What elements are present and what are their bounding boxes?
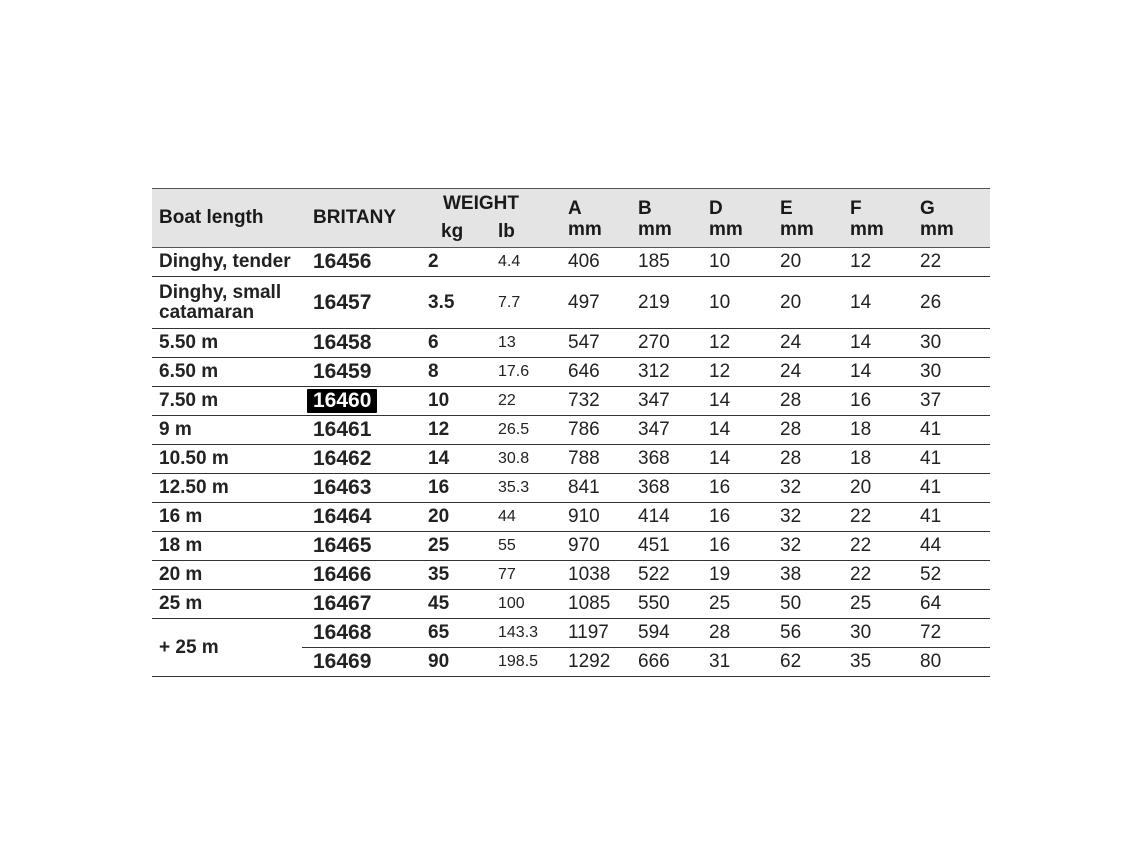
- cell-g: 44: [920, 535, 942, 556]
- cell-kg: 25: [428, 535, 450, 556]
- cell-e: 20: [780, 291, 802, 313]
- cell-g: 37: [920, 390, 942, 411]
- cell-boat-length: 12.50 m: [159, 477, 229, 498]
- cell-a: 1038: [568, 564, 611, 585]
- cell-d: 16: [709, 535, 731, 556]
- cell-boat-length: 10.50 m: [159, 448, 229, 469]
- cell-lb: 22: [498, 392, 516, 409]
- cell-lb: 100: [498, 595, 525, 612]
- table-row: [152, 416, 990, 445]
- cell-ref: 16459: [313, 360, 372, 383]
- cell-b: 219: [638, 291, 670, 313]
- cell-kg: 14: [428, 448, 450, 469]
- cell-kg: 10: [428, 390, 450, 411]
- cell-f: 20: [850, 477, 872, 498]
- cell-boat-length: 20 m: [159, 564, 203, 585]
- cell-lb: 17.6: [498, 363, 530, 380]
- header-britany: BRITANY: [313, 207, 397, 228]
- cell-b: 185: [638, 251, 670, 272]
- cell-a: 732: [568, 390, 600, 411]
- cell-g: 72: [920, 622, 942, 643]
- table-row: [152, 248, 990, 277]
- cell-g: 22: [920, 251, 942, 272]
- header-col-g-unit: mm: [920, 219, 954, 240]
- cell-lb: 198.5: [498, 653, 539, 670]
- table-row: [152, 503, 990, 532]
- cell-boat-length: 5.50 m: [159, 332, 219, 353]
- cell-g: 41: [920, 419, 942, 440]
- cell-boat-length: + 25 m: [159, 636, 219, 658]
- table-row: [152, 474, 990, 503]
- cell-g: 52: [920, 564, 942, 585]
- cell-lb: 26.5: [498, 421, 530, 438]
- cell-f: 22: [850, 535, 872, 556]
- cell-boat-length: Dinghy, tender: [159, 251, 291, 272]
- cell-ref-highlighted: [313, 387, 377, 415]
- cell-e: 62: [780, 651, 802, 672]
- cell-e: 56: [780, 622, 802, 643]
- cell-b: 270: [638, 332, 670, 353]
- cell-ref: 16456: [313, 250, 372, 273]
- cell-kg: 16: [428, 477, 450, 498]
- cell-f: 35: [850, 651, 872, 672]
- cell-b: 368: [638, 477, 670, 498]
- cell-e: 38: [780, 564, 802, 585]
- cell-d: 14: [709, 390, 731, 411]
- cell-f: 14: [850, 332, 872, 353]
- table-row: [302, 648, 990, 676]
- cell-b: 451: [638, 535, 670, 556]
- cell-b: 414: [638, 506, 670, 527]
- cell-g: 26: [920, 291, 942, 313]
- header-col-a-unit: mm: [568, 219, 602, 240]
- cell-a: 1197: [568, 622, 609, 643]
- cell-g: 64: [920, 593, 942, 614]
- cell-e: 24: [780, 361, 802, 382]
- header-col-b-unit: mm: [638, 219, 672, 240]
- cell-lb: 44: [498, 508, 516, 525]
- header-col-d-unit: mm: [709, 219, 743, 240]
- cell-d: 12: [709, 332, 731, 353]
- cell-ref: 16462: [313, 447, 372, 470]
- header-boat-length: Boat length: [159, 207, 264, 228]
- cell-ref: 16469: [313, 650, 372, 673]
- cell-e: 24: [780, 332, 802, 353]
- cell-kg: 20: [428, 506, 450, 527]
- cell-d: 16: [709, 506, 731, 527]
- cell-a: 788: [568, 448, 600, 469]
- cell-kg: 12: [428, 419, 450, 440]
- anchor-spec-table: [152, 188, 990, 677]
- cell-g: 41: [920, 506, 942, 527]
- cell-a: 497: [568, 291, 600, 313]
- cell-e: 28: [780, 390, 802, 411]
- cell-kg: 35: [428, 564, 450, 585]
- cell-boat-length: 9 m: [159, 419, 192, 440]
- cell-e: 50: [780, 593, 802, 614]
- cell-f: 30: [850, 622, 872, 643]
- cell-a: 910: [568, 506, 600, 527]
- cell-g: 80: [920, 651, 942, 672]
- cell-a: 406: [568, 251, 600, 272]
- cell-boat-length: 18 m: [159, 535, 203, 556]
- cell-ref: 16466: [313, 563, 372, 586]
- header-col-b-letter: B: [638, 198, 652, 219]
- cell-kg: 90: [428, 651, 450, 672]
- cell-lb: 35.3: [498, 479, 530, 496]
- cell-boat-length-line2: catamaran: [159, 301, 255, 323]
- cell-lb: 55: [498, 537, 516, 554]
- table-header: [152, 188, 990, 248]
- cell-f: 25: [850, 593, 872, 614]
- cell-ref: 16457: [313, 290, 372, 314]
- cell-a: 970: [568, 535, 600, 556]
- cell-e: 28: [780, 419, 802, 440]
- cell-boat-length: [159, 277, 281, 328]
- table-row: [152, 329, 990, 358]
- cell-f: 18: [850, 448, 872, 469]
- cell-ref: 16458: [313, 331, 372, 354]
- cell-lb: 143.3: [498, 624, 539, 641]
- cell-b: 666: [638, 651, 670, 672]
- header-lb: lb: [498, 221, 515, 242]
- cell-kg: 45: [428, 593, 450, 614]
- table-row: [152, 561, 990, 590]
- table-row: [152, 358, 990, 387]
- cell-b: 522: [638, 564, 670, 585]
- cell-b: 347: [638, 390, 670, 411]
- header-col-e-letter: E: [780, 198, 793, 219]
- table-row: [152, 532, 990, 561]
- cell-ref: 16464: [313, 505, 372, 528]
- cell-kg: 3.5: [428, 291, 455, 313]
- table-row: [152, 445, 990, 474]
- cell-f: 16: [850, 390, 872, 411]
- cell-b: 594: [638, 622, 670, 643]
- cell-f: 14: [850, 361, 872, 382]
- cell-lb: 13: [498, 334, 516, 351]
- header-col-d-letter: D: [709, 198, 723, 219]
- cell-e: 32: [780, 535, 802, 556]
- cell-d: 16: [709, 477, 731, 498]
- cell-boat-length: 7.50 m: [159, 390, 219, 411]
- cell-b: 347: [638, 419, 670, 440]
- cell-a: 547: [568, 332, 600, 353]
- cell-f: 18: [850, 419, 872, 440]
- cell-e: 32: [780, 477, 802, 498]
- cell-a: 1292: [568, 651, 611, 672]
- cell-boat-length: 6.50 m: [159, 361, 219, 382]
- cell-d: 10: [709, 291, 731, 313]
- cell-d: 14: [709, 419, 731, 440]
- cell-e: 32: [780, 506, 802, 527]
- cell-ref: 16461: [313, 418, 372, 441]
- cell-f: 22: [850, 506, 872, 527]
- header-col-g-letter: G: [920, 198, 935, 219]
- cell-a: 786: [568, 419, 600, 440]
- cell-ref: 16468: [313, 621, 372, 644]
- cell-e: 28: [780, 448, 802, 469]
- cell-kg: 65: [428, 622, 450, 643]
- cell-g: 30: [920, 361, 942, 382]
- cell-d: 12: [709, 361, 731, 382]
- cell-d: 14: [709, 448, 731, 469]
- cell-f: 22: [850, 564, 872, 585]
- cell-d: 28: [709, 622, 731, 643]
- cell-g: 30: [920, 332, 942, 353]
- cell-lb: 77: [498, 566, 516, 583]
- cell-lb: 30.8: [498, 450, 530, 467]
- table-row: [152, 277, 990, 329]
- cell-d: 25: [709, 593, 731, 614]
- cell-g: 41: [920, 477, 942, 498]
- header-col-a-letter: A: [568, 198, 582, 219]
- cell-e: 20: [780, 251, 802, 272]
- cell-d: 19: [709, 564, 731, 585]
- cell-boat-length: 25 m: [159, 593, 203, 614]
- cell-a: 646: [568, 361, 600, 382]
- cell-kg: 6: [428, 332, 439, 353]
- cell-ref: 16467: [313, 592, 372, 615]
- table-row: [152, 590, 990, 619]
- header-col-f-letter: F: [850, 198, 862, 219]
- cell-boat-length: 16 m: [159, 506, 203, 527]
- cell-f: 14: [850, 291, 872, 313]
- header-col-e-unit: mm: [780, 219, 814, 240]
- table-row: [152, 387, 990, 416]
- table-row-group: [152, 619, 990, 677]
- cell-lb: 7.7: [498, 293, 521, 311]
- cell-b: 550: [638, 593, 670, 614]
- cell-b: 368: [638, 448, 670, 469]
- header-kg: kg: [441, 221, 464, 242]
- cell-a: 841: [568, 477, 600, 498]
- cell-g: 41: [920, 448, 942, 469]
- cell-lb: 4.4: [498, 253, 521, 270]
- header-weight: WEIGHT: [443, 193, 519, 214]
- highlighted-ref: 16460: [307, 389, 377, 413]
- table-row: [302, 619, 990, 648]
- cell-f: 12: [850, 251, 872, 272]
- cell-kg: 8: [428, 361, 439, 382]
- cell-a: 1085: [568, 593, 611, 614]
- header-col-f-unit: mm: [850, 219, 884, 240]
- cell-d: 31: [709, 651, 731, 672]
- cell-ref: 16463: [313, 476, 372, 499]
- cell-d: 10: [709, 251, 731, 272]
- cell-b: 312: [638, 361, 670, 382]
- cell-boat-length-line1: Dinghy, small: [159, 281, 282, 303]
- cell-kg: 2: [428, 251, 439, 272]
- cell-ref: 16465: [313, 534, 372, 557]
